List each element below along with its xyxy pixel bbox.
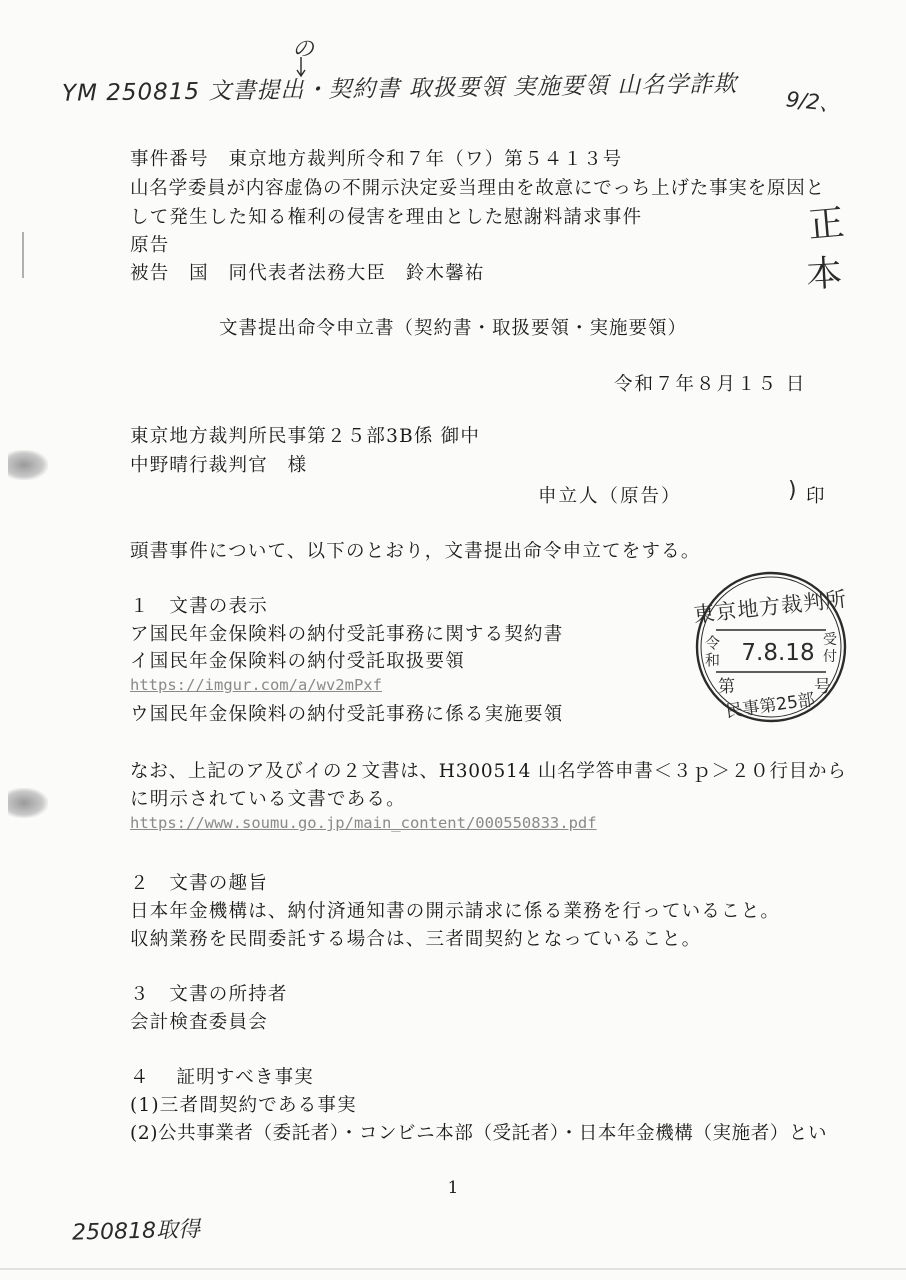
document-title: 文書提出命令申立書（契約書・取扱要領・実施要領）	[218, 318, 687, 339]
section4-heading: ４ 証明すべき事実	[130, 1067, 315, 1088]
handwritten-header-note: YM 250815 文書提出・契約書 取扱要領 実施要領 山名学詐欺	[61, 71, 738, 107]
case-number: 事件番号 東京地方裁判所令和７年（ワ）第５４１３号	[130, 149, 623, 170]
insert-arrow-icon	[295, 56, 307, 78]
addressee-court: 東京地方裁判所民事第２５部3B係 御中	[130, 426, 481, 447]
seal-mark: 印	[806, 486, 827, 507]
stamp-court-name: 東京地方裁判所	[692, 587, 849, 628]
imgur-link[interactable]: https://imgur.com/a/wv2mPxf	[130, 676, 382, 694]
defendant-line: 被告 国 同代表者法務大臣 鈴木馨祐	[130, 263, 485, 284]
section1-note-line2: に明示されている文書である。	[130, 789, 406, 810]
section2-heading: ２ 文書の趣旨	[130, 873, 268, 894]
case-title-line2: して発生した知る権利の侵害を理由とした慰謝料請求事件	[130, 207, 643, 228]
handwritten-footer-note: 250818取得	[71, 1217, 201, 1246]
seal-bracket: )	[788, 478, 797, 503]
document-item-u: ウ国民年金保険料の納付受託事務に係る実施要領	[130, 704, 564, 725]
stamp-uketsuke-1: 受	[823, 632, 837, 648]
document-date: 令和７年８月１５ 日	[614, 374, 807, 395]
section2-line2: 収納業務を民間委託する場合は、三者間契約となっていること。	[130, 929, 702, 950]
stamp-go: 号	[814, 677, 831, 697]
intro-text: 頭書事件について、以下のとおり，文書提出命令申立てをする。	[130, 541, 701, 562]
section4-fact1: (1)三者間契約である事実	[130, 1095, 357, 1116]
scan-bottom-edge	[0, 1268, 906, 1270]
handwritten-seihon-2: 本	[805, 253, 844, 296]
plaintiff-label: 原告	[130, 235, 170, 256]
page-number: 1	[447, 1178, 459, 1198]
section2-line1: 日本年金機構は、納付済通知書の開示請求に係る業務を行っていること。	[130, 901, 781, 922]
stamp-date: 7.8.18	[741, 640, 815, 666]
scan-edge-mark	[22, 232, 24, 278]
punch-hole-shadow	[8, 788, 48, 818]
handwritten-corner-note: 9/2、	[784, 87, 842, 117]
section1-note-line1: なお、上記のア及びイの２文書は、H300514 山名学答申書＜３ｐ＞２０行目から	[130, 761, 847, 782]
stamp-uketsuke-2: 付	[823, 649, 837, 665]
handwritten-seihon-1: 正	[806, 202, 846, 247]
section3-heading: ３ 文書の所持者	[130, 984, 288, 1005]
punch-hole-shadow	[8, 450, 48, 480]
stamp-division: 民事第25部	[724, 689, 817, 723]
section3-holder: 会計検査委員会	[130, 1012, 268, 1033]
addressee-judge: 中野晴行裁判官 様	[130, 455, 308, 476]
stamp-dai: 第	[718, 677, 735, 697]
stamp-reiwa-2: 和	[705, 651, 721, 669]
soumu-link[interactable]: https://www.soumu.go.jp/main_content/000550833.pdf	[130, 814, 597, 832]
section1-heading: １ 文書の表示	[130, 596, 268, 617]
section4-fact2: (2)公共事業者（委託者）・コンビニ本部（受託者）・日本年金機構（実施者）とい	[130, 1123, 828, 1144]
document-item-i: イ国民年金保険料の納付受託取扱要領	[130, 651, 465, 672]
court-receipt-stamp	[692, 568, 850, 726]
case-title-line1: 山名学委員が内容虚偽の不開示決定妥当理由を故意にでっち上げた事実を原因と	[130, 178, 825, 199]
document-item-a: ア国民年金保険料の納付受託事務に関する契約書	[130, 624, 564, 645]
applicant-label: 申立人（原告）	[538, 486, 682, 507]
stamp-reiwa-1: 令	[705, 634, 721, 652]
handwritten-insert-mark: の	[292, 37, 315, 62]
